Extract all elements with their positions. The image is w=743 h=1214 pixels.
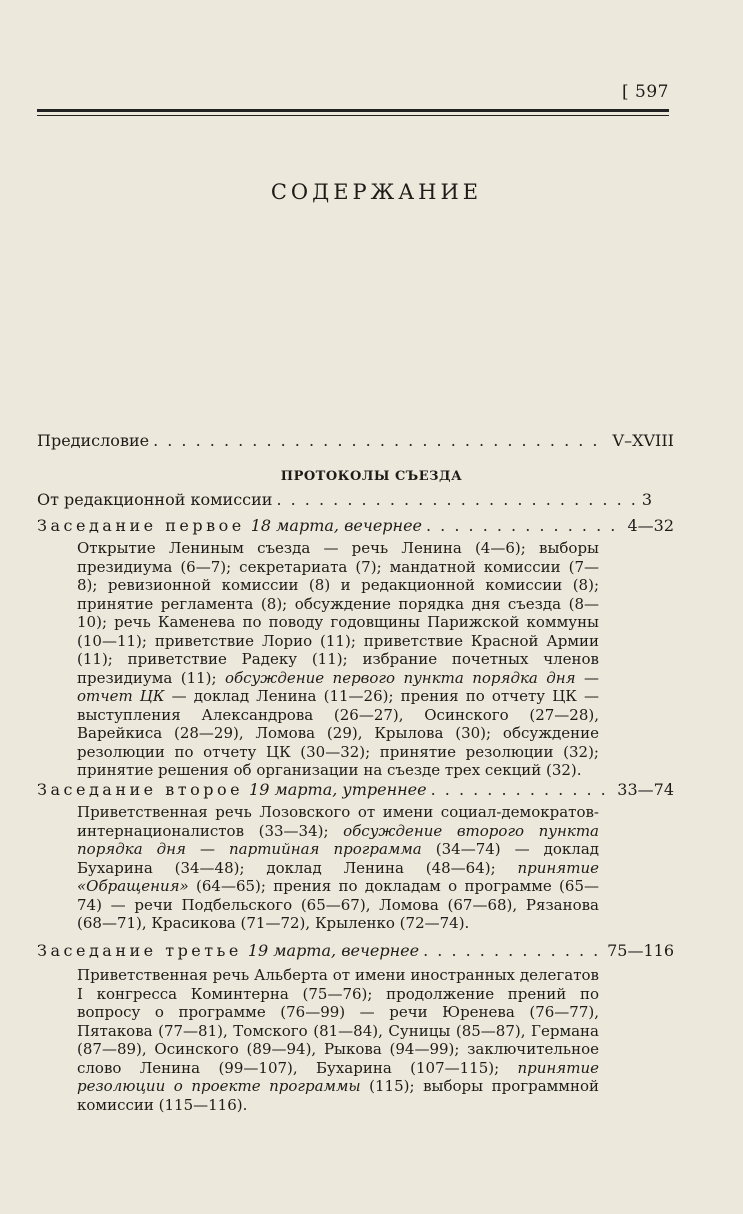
summary-text: (64—65); прения по докладам о программе (65—74) — речи Подбельского (65—67), Ломова (67—68), Рязанова (68—71), Красикова (71—72), Крыленко (72—74). bbox=[77, 877, 599, 932]
summary-text: Приветственная речь Альберта от имени иностранных делегатов I конгресса Коминтерна (75—76); продолжение прений по вопросу о программе (76—99) — речи Юренева (76—77), Пятакова (77—81), Томского (81—84), Суницы (85—87), Германа (87—89), Осинского (89—94), Рыкова (94—99); заключительное слово Ленина (99—107), Бухарина (107—115); bbox=[77, 966, 599, 1077]
summary-text-italic: обсуждение первого пункта порядка дня — отчет ЦК bbox=[77, 668, 599, 705]
summary-text: (34—74) — доклад Бухарина (34—48); доклад Ленина (48—64); bbox=[77, 840, 600, 877]
dot-leader bbox=[427, 780, 612, 800]
toc-entry-label: От редакционной комиссии bbox=[37, 490, 273, 509]
page-number: [ 597 bbox=[622, 82, 669, 102]
summary-text: Открытие Лениным съезда — речь Ленина (4—6); выборы президиума (6—7); секретариата (7); мандатной комиссии (7—8); ревизионной комиссии (8) и редакционной комиссии (8); принятие регламента (8); обсуждение порядка дня съезда (8—10); речь Каменева по поводу годовщины Парижской коммуны (10—11); приветствие Лорио (11); приветствие Красной Армии (11); приветствие Радеку (11); избрание почетных членов президиума (11); bbox=[77, 539, 599, 687]
toc-entry-label: Предисловие bbox=[37, 431, 150, 450]
section-heading: ПРОТОКОЛЫ СЪЕЗДА bbox=[280, 469, 463, 484]
toc-entry-pages: 4—32 bbox=[627, 516, 674, 535]
session-3-summary bbox=[77, 966, 599, 1114]
summary-text: (115); выборы программной комиссии (115—116). bbox=[77, 1077, 600, 1114]
toc-entry-date: 19 марта, утреннее bbox=[249, 780, 427, 799]
toc-entry-pages: V–XVIII bbox=[612, 431, 674, 450]
summary-text-italic: принятие резолюции о проекте программы bbox=[77, 1058, 599, 1095]
toc-entry-session-1 bbox=[37, 516, 674, 536]
toc-entry-editorial bbox=[37, 490, 674, 510]
toc-entry-label: Заседание третье bbox=[37, 941, 242, 960]
summary-text: Приветственная речь Лозовского от имени социал-демократов-интернационалистов (33—34); bbox=[77, 803, 599, 840]
toc-entry-date: 19 марта, вечернее bbox=[247, 941, 420, 960]
session-2-summary bbox=[77, 803, 599, 933]
toc-entry-label: Заседание первое bbox=[37, 516, 245, 535]
toc-entry-session-2 bbox=[37, 780, 674, 800]
header-rule-thin bbox=[37, 115, 669, 116]
session-1-summary bbox=[77, 539, 599, 780]
summary-text-italic: обсуждение второго пункта порядка дня — партийная программа bbox=[77, 821, 599, 858]
toc-entry-date: 18 марта, вечернее bbox=[250, 516, 422, 535]
toc-entry-pages: 3 bbox=[641, 490, 652, 509]
header-rule-thick bbox=[37, 109, 669, 112]
dot-leader bbox=[422, 516, 621, 536]
summary-text-italic: принятие «Обращения» bbox=[77, 858, 599, 895]
toc-entry-session-3 bbox=[37, 941, 674, 961]
page-title: СОДЕРЖАНИЕ bbox=[270, 180, 483, 204]
toc-entry-pages: 75—116 bbox=[607, 941, 674, 960]
dot-leader bbox=[272, 490, 635, 510]
toc-entry-label: Заседание второе bbox=[37, 780, 244, 799]
dot-leader bbox=[149, 431, 606, 451]
summary-text: — доклад Ленина (11—26); прения по отчету ЦК — выступления Александрова (26—27), Осинского (27—28), Варейкиса (28—29), Ломова (29), Крылова (30); обсуждение резолюции по отчету ЦК (30—32); принятие резолюции (32); принятие решения об организации на съезде трех секций (32). bbox=[77, 687, 599, 779]
toc-entry-pages: 33—74 bbox=[617, 780, 674, 799]
dot-leader bbox=[419, 941, 601, 961]
toc-entry-preface bbox=[37, 431, 674, 451]
